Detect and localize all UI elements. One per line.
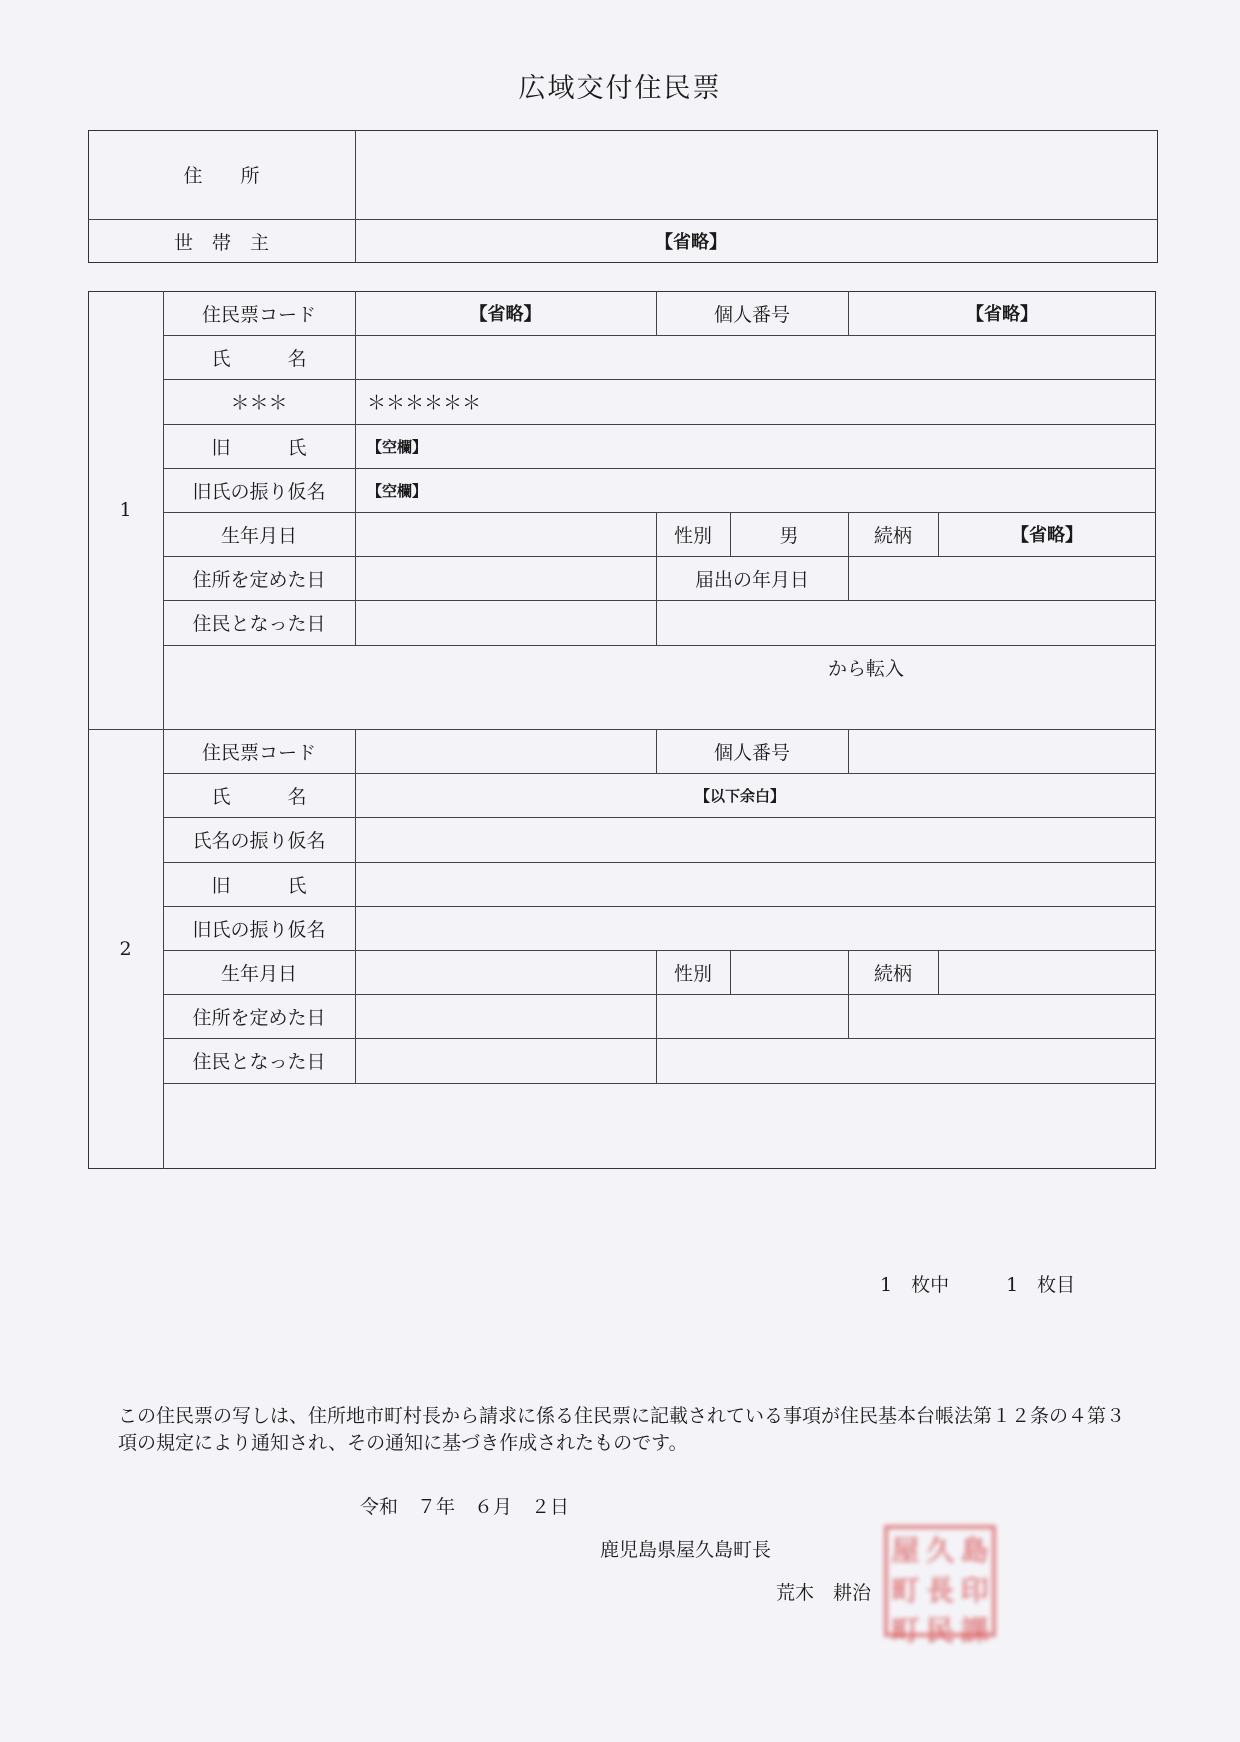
person1-mynumber-label: 個人番号: [713, 303, 790, 326]
person1-oldname-label: 旧 氏: [211, 436, 307, 459]
person1-oldkana-label: 旧氏の振り仮名: [192, 480, 326, 503]
person2-resdate-label: 住民となった日: [192, 1051, 326, 1073]
person1-mynumber-value: 【省略】: [966, 304, 1038, 325]
person1-relation-value: 【省略】: [1011, 525, 1083, 546]
person1-sex-value: 男: [779, 524, 799, 547]
document-title: 広域交付住民票: [518, 73, 722, 104]
person1-index: 1: [119, 499, 132, 521]
person2-code-label: 住民票コード: [201, 741, 316, 764]
person1-code-label: 住民票コード: [201, 303, 316, 326]
certification-text: この住民票の写しは、住所地市町村長から請求に係る住民票に記載されている事項が住民基本台帳法第１２条の４第３項の規定により通知され、その通知に基づき作成されたものです。: [118, 1405, 1126, 1454]
person2-oldname-label: 旧 氏: [211, 874, 307, 897]
householder-label: 世 帯 主: [173, 231, 269, 254]
person1-notify-label: 届出の年月日: [694, 568, 809, 591]
person2-name-label: 氏 名: [211, 785, 307, 808]
person2-relation-label: 続柄: [873, 962, 912, 985]
householder-value: 【省略】: [655, 232, 727, 253]
person1-kana-label: ＊＊＊: [230, 392, 288, 414]
person1-resdate-label: 住民となった日: [192, 613, 326, 635]
address-label: 住 所: [183, 165, 260, 187]
address-value: [355, 130, 1158, 219]
page-count: 1 枚中 1 枚目: [880, 1274, 1076, 1296]
person2-oldkana-label: 旧氏の振り仮名: [192, 918, 326, 941]
issuer-title: 鹿児島県屋久島町長: [600, 1539, 772, 1561]
person2-kana-label: 氏名の振り仮名: [192, 830, 326, 852]
issue-date: 令和 ７年 ６月 ２日: [360, 1496, 570, 1518]
person2-sex-label: 性別: [673, 962, 712, 985]
person1-relation-label: 続柄: [873, 524, 912, 547]
person2-index: 2: [119, 938, 132, 960]
person1-addrdate-label: 住所を定めた日: [192, 568, 326, 591]
person2-name-value: 【以下余白】: [694, 786, 785, 805]
person2-mynumber-label: 個人番号: [713, 741, 790, 764]
person2-addrdate-label: 住所を定めた日: [192, 1006, 326, 1029]
person1-oldname-value: 【空欄】: [367, 437, 428, 456]
official-seal: 屋 久 島 町 長 印 町 民 課: [884, 1525, 996, 1637]
signer-name: 荒木 耕治: [776, 1582, 872, 1604]
person1-kana-value: ＊＊＊＊＊＊: [367, 392, 482, 414]
person1-sex-label: 性別: [673, 524, 712, 547]
person2-birth-label: 生年月日: [220, 962, 297, 985]
person1-code-value: 【省略】: [469, 304, 542, 325]
person1-oldkana-value: 【空欄】: [367, 481, 428, 500]
person1-remarks: から転入: [828, 657, 905, 680]
person1-birth-label: 生年月日: [220, 524, 297, 547]
person1-name-label: 氏 名: [211, 347, 307, 370]
